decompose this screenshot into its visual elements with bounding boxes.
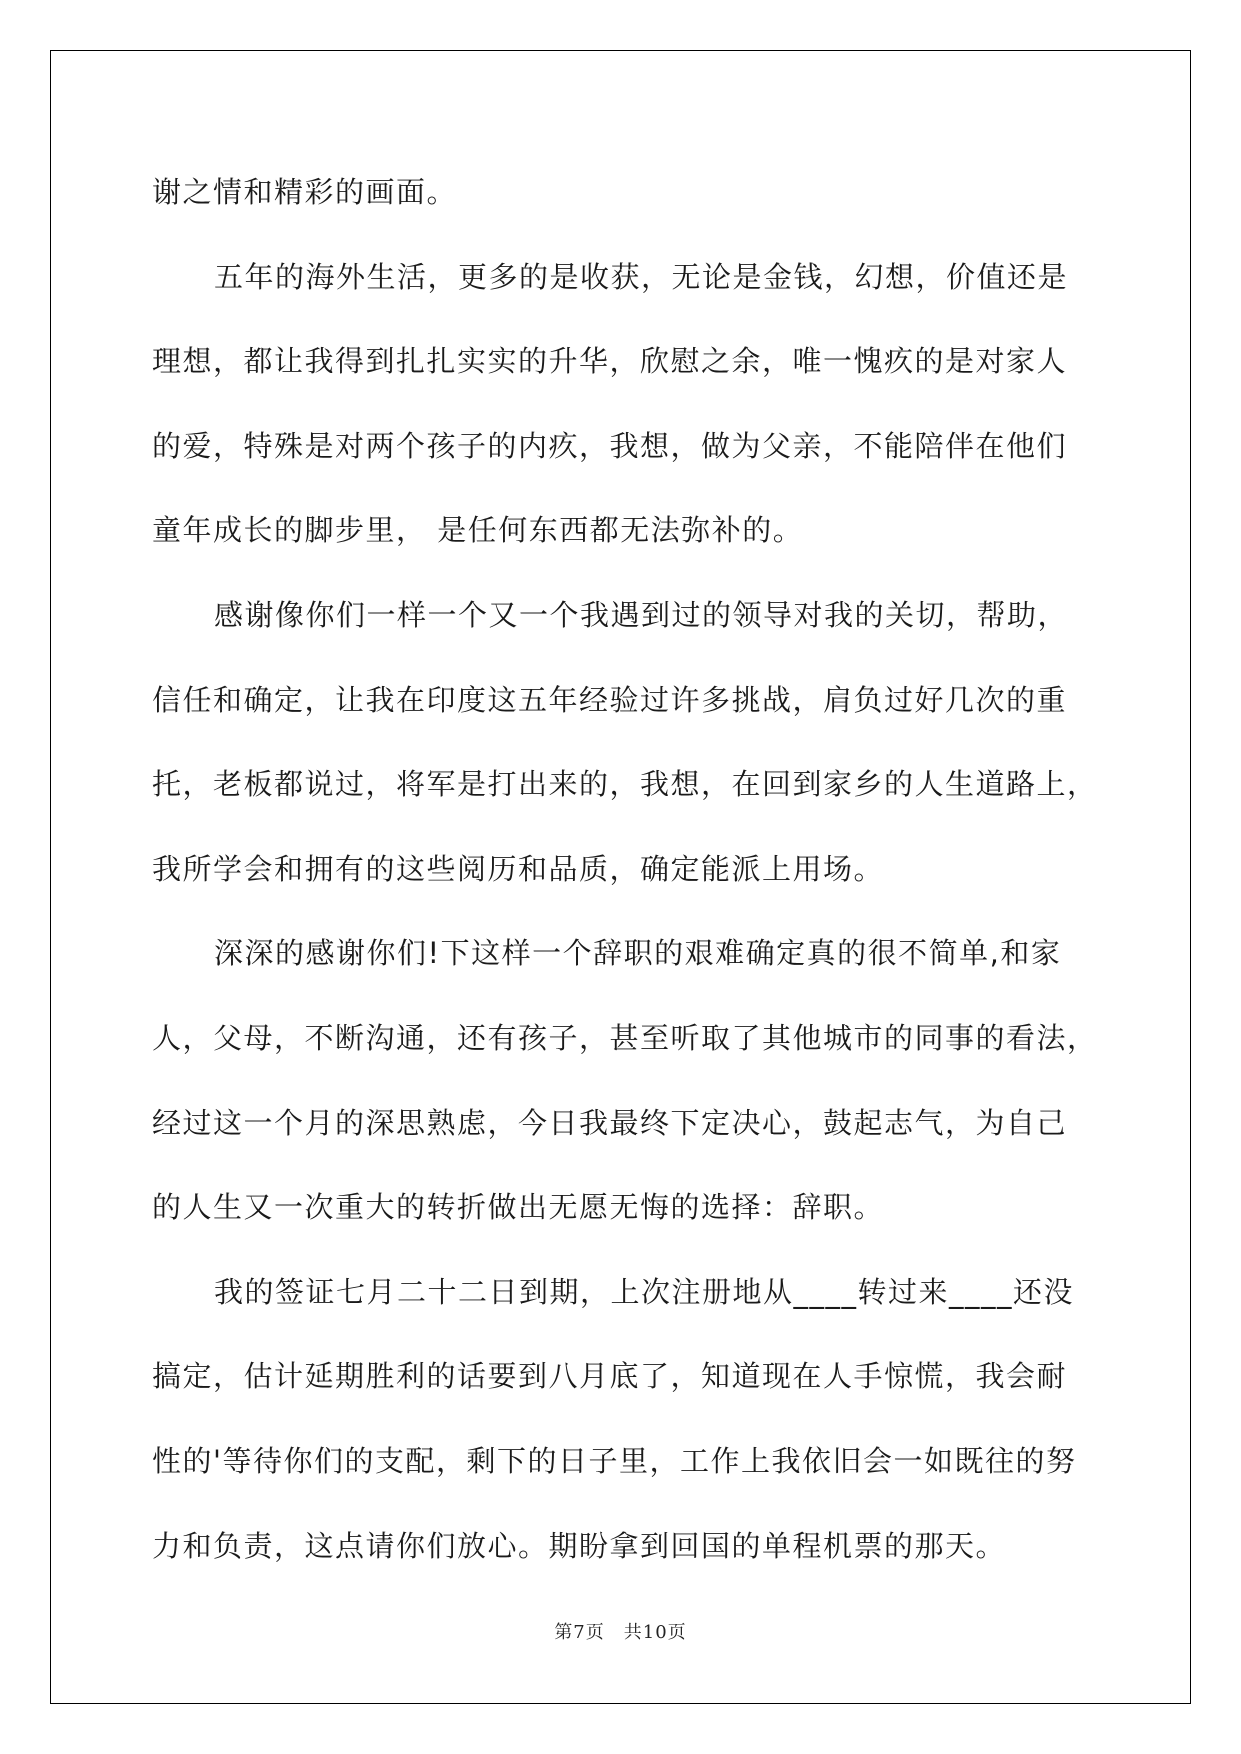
paragraph-start-line: 我的签证七月二十二日到期，上次注册地从____转过来____还没 xyxy=(214,1274,1075,1309)
paragraph-start-line: 深深的感谢你们!下这样一个辞职的艰难确定真的很不简单,和家 xyxy=(214,936,1062,971)
text-line: 托，老板都说过，将军是打出来的，我想，在回到家乡的人生道路上， xyxy=(152,767,1098,802)
text-line: 童年成长的脚步里， 是任何东西都无法弥补的。 xyxy=(152,513,804,548)
document-body xyxy=(152,150,1098,1588)
paragraph-start-line: 感谢像你们一样一个又一个我遇到过的领导对我的关切，帮助， xyxy=(214,597,1069,632)
paragraph-start-line: 五年的海外生活，更多的是收获，无论是金钱，幻想，价值还是 xyxy=(214,259,1069,294)
text-line: 的人生又一次重大的转折做出无愿无悔的选择：辞职。 xyxy=(152,1190,885,1225)
text-line: 经过这一个月的深思熟虑，今日我最终下定决心，鼓起志气，为自己 xyxy=(152,1105,1068,1140)
text-line: 人，父母，不断沟通，还有孩子，甚至听取了其他城市的同事的看法， xyxy=(152,1020,1098,1055)
text-line: 性的'等待你们的支配，剩下的日子里，工作上我依旧会一如既往的努 xyxy=(152,1443,1077,1478)
text-line: 搞定，估计延期胜利的话要到八月底了，知道现在人手惊慌，我会耐 xyxy=(152,1359,1068,1394)
text-line: 的爱，特殊是对两个孩子的内疚，我想，做为父亲，不能陪伴在他们 xyxy=(152,428,1068,463)
text-line: 我所学会和拥有的这些阅历和品质，确定能派上用场。 xyxy=(152,851,885,886)
page-number-footer: 第7页 共10页 xyxy=(554,1622,687,1643)
text-line: 力和负责，这点请你们放心。期盼拿到回国的单程机票的那天。 xyxy=(152,1528,1007,1563)
text-line: 理想，都让我得到扎扎实实的升华，欣慰之余，唯一愧疚的是对家人 xyxy=(152,344,1068,379)
text-line: 信任和确定，让我在印度这五年经验过许多挑战，肩负过好几次的重 xyxy=(152,682,1068,717)
text-line: 谢之情和精彩的画面。 xyxy=(152,175,458,209)
